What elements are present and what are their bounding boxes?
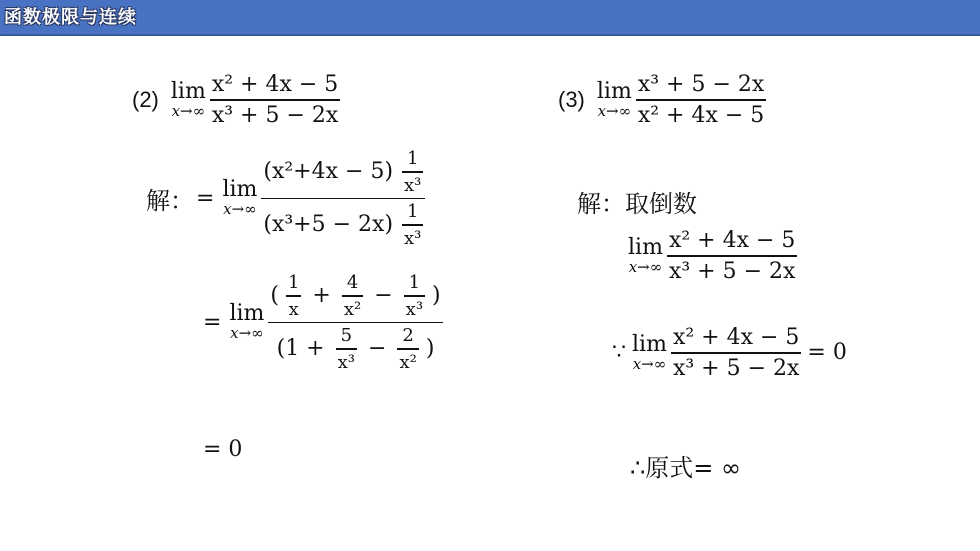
because-fraction <box>671 325 801 381</box>
solution-label: 解： <box>146 186 194 215</box>
because-symbol: ∵ <box>612 340 626 366</box>
fraction-numerator: x² + 4x − 5 <box>211 72 339 97</box>
page-title: 函数极限与连续 <box>4 7 137 28</box>
reciprocal-factor <box>402 148 423 196</box>
step-1-fraction <box>261 148 425 249</box>
lim-subscript: x→∞ <box>628 257 663 276</box>
lim-subscript: x→∞ <box>597 101 632 120</box>
plus-sign: + <box>312 282 331 308</box>
term-numerator: 2 <box>402 325 414 346</box>
fraction-bar <box>404 295 425 297</box>
term-5-over-x3 <box>336 325 357 373</box>
term-4-over-x2 <box>342 272 363 320</box>
factor-denominator: x³ <box>404 174 422 196</box>
term-1-over-x <box>286 272 301 320</box>
term-numerator: 1 <box>287 272 300 293</box>
paren-open: ( <box>270 282 279 308</box>
lim-text: lim <box>222 177 258 203</box>
fraction-bar <box>336 348 357 350</box>
term-denominator: x <box>288 298 299 320</box>
fraction-denominator <box>275 325 437 373</box>
fraction-bar <box>286 295 301 297</box>
fraction-numerator: x³ + 5 − 2x <box>637 72 765 97</box>
lim-text: lim <box>170 78 206 104</box>
fraction-denominator: x³ + 5 − 2x <box>672 355 800 381</box>
term-denominator: x³ <box>337 351 355 373</box>
limit-operator <box>628 234 663 276</box>
solution-step-2 <box>203 272 443 373</box>
term-1-over-x3 <box>404 272 425 320</box>
limit-operator <box>170 78 206 120</box>
step-2-fraction <box>268 272 442 373</box>
solution-3-label: 解：取倒数 <box>577 190 697 218</box>
fraction-bar <box>402 224 423 226</box>
lim-text: lim <box>632 331 667 357</box>
fraction-bar <box>210 99 340 101</box>
problem-3-label: (3) <box>558 86 585 112</box>
paren-close: ) <box>425 335 435 361</box>
fraction-bar <box>268 322 442 324</box>
therefore-conclusion: ∴原式= ∞ <box>630 454 741 482</box>
paren-close: ) <box>432 282 441 308</box>
term-denominator: x² <box>343 298 362 320</box>
fraction-denominator: x² + 4x − 5 <box>637 102 765 128</box>
term-2-over-x2 <box>397 325 418 373</box>
fraction-numerator <box>261 148 425 196</box>
paren-open: (1 + <box>276 335 325 361</box>
factor-denominator: x³ <box>404 227 422 249</box>
problem-2-label: (2) <box>132 86 159 112</box>
term-numerator: 5 <box>340 325 353 346</box>
reciprocal-limit <box>628 228 797 284</box>
fraction-denominator <box>261 201 425 249</box>
lim-text: lim <box>229 301 265 327</box>
solution-step-1 <box>146 148 425 249</box>
fraction-denominator: x³ + 5 − 2x <box>211 102 339 128</box>
fraction-numerator <box>268 272 442 320</box>
minus-sign: − <box>368 335 387 361</box>
fraction-bar <box>397 348 418 350</box>
fraction-bar <box>667 255 797 257</box>
limit-operator <box>222 179 257 217</box>
problem-3-fraction <box>636 72 766 128</box>
fraction-bar <box>671 352 801 354</box>
fraction-bar <box>402 171 423 173</box>
reciprocal-factor <box>402 201 423 249</box>
limit-operator <box>632 331 667 373</box>
because-result: = 0 <box>807 340 847 366</box>
term-numerator: 1 <box>408 272 421 293</box>
minus-sign: − <box>374 282 393 308</box>
term-denominator: x² <box>399 351 417 373</box>
problem-3 <box>558 72 766 128</box>
limit-operator <box>229 303 264 341</box>
denominator-expression: (x³+5 − 2x) <box>263 211 394 237</box>
limit-operator <box>596 78 632 120</box>
problem-2-fraction <box>210 72 340 128</box>
factor-numerator: 1 <box>406 201 419 222</box>
numerator-expression: (x²+4x − 5) <box>263 158 394 184</box>
lim-text: lim <box>596 78 632 104</box>
fraction-numerator: x² + 4x − 5 <box>672 325 800 350</box>
lim-subscript: x→∞ <box>230 324 264 343</box>
lim-subscript: x→∞ <box>632 354 667 373</box>
fraction-bar <box>636 99 766 101</box>
fraction-bar <box>342 295 363 297</box>
term-numerator: 4 <box>346 272 359 293</box>
reciprocal-fraction <box>667 228 797 284</box>
fraction-denominator: x³ + 5 − 2x <box>668 258 796 284</box>
factor-numerator: 1 <box>406 148 419 169</box>
lim-text: lim <box>628 234 663 260</box>
header-bar <box>0 0 980 36</box>
problem-2 <box>132 72 340 128</box>
because-statement <box>612 325 847 381</box>
lim-subscript: x→∞ <box>171 101 206 120</box>
term-denominator: x³ <box>405 298 424 320</box>
result-zero: = 0 <box>203 437 243 462</box>
lim-subscript: x→∞ <box>223 200 257 219</box>
fraction-bar <box>261 198 425 200</box>
equals-sign: = <box>196 185 215 211</box>
fraction-numerator: x² + 4x − 5 <box>668 228 796 253</box>
equals-sign: = <box>203 309 222 335</box>
